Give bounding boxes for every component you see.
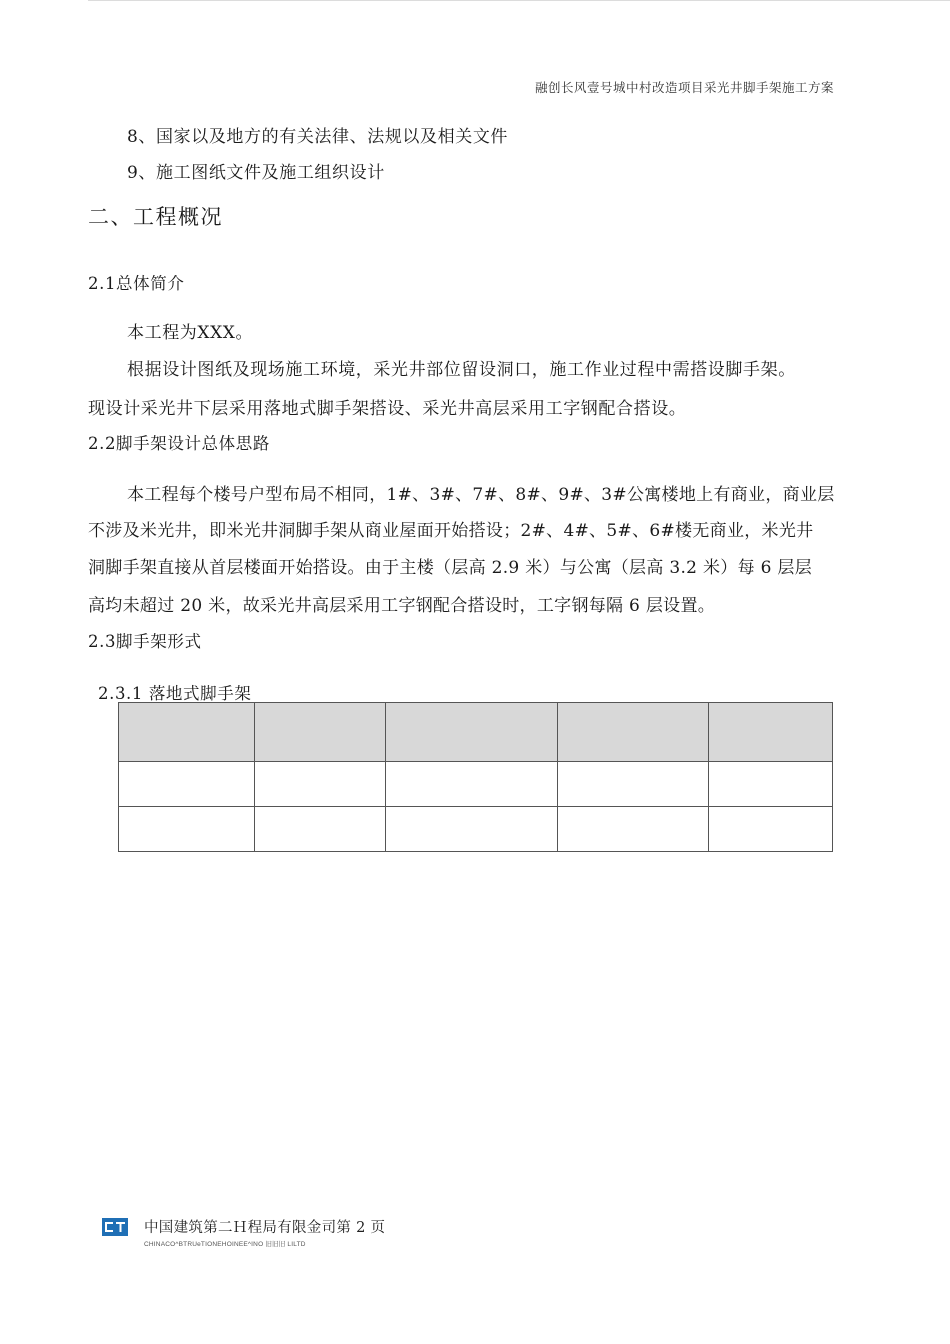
table-cell (558, 762, 709, 807)
footer-page-number: 第 2 页 (336, 1220, 386, 1236)
table-header-cell (255, 703, 386, 762)
scaffold-table (118, 702, 833, 852)
table-header-row (119, 703, 833, 762)
paragraph-design-line-1: 根据设计图纸及现场施工环境，采光井部位留设洞口，施工作业过程中需搭设脚手架。 (127, 360, 796, 380)
list-item-9: 9、施工图纸文件及施工组织设计 (127, 163, 385, 183)
paragraph-design-line-2: 现设计采光井下层采用落地式脚手架搭设、采光井高层采用工字钢配合搭设。 (88, 399, 687, 419)
subsection-heading-2-2: 2.2脚手架设计总体思路 (88, 434, 270, 453)
table-cell (709, 762, 833, 807)
page-footer (102, 1216, 385, 1248)
section-heading-2: 二、工程概况 (88, 205, 223, 229)
table-cell (119, 762, 255, 807)
table-cell (255, 807, 386, 852)
subsection-heading-2-3-1: 2.3.1 落地式脚手架 (98, 684, 252, 703)
table-header-cell (709, 703, 833, 762)
footer-company-line (144, 1216, 385, 1237)
table-row (119, 807, 833, 852)
paragraph-approach-line-1: 本工程每个楼号户型布局不相同，1#、3#、7#、8#、9#、3#公寓楼地上有商业，商业层 (127, 485, 835, 505)
paragraph-project-name: 本工程为XXX。 (127, 323, 254, 343)
cscec-logo-icon (102, 1218, 128, 1236)
footer-company-name: 中国建筑第二Ｈ程局有限金司 (144, 1220, 337, 1236)
list-item-8: 8、国家以及地方的有关法律、法规以及相关文件 (127, 127, 509, 147)
paragraph-approach-line-4: 高均未超过 20 米，故采光井高层采用工字钢配合搭设时，工字钢每隔 6 层设置。 (88, 596, 716, 616)
top-rule (88, 0, 950, 1)
table-cell (386, 807, 558, 852)
table-cell (119, 807, 255, 852)
table-row (119, 762, 833, 807)
page-header-title: 融创长风壹号城中村改造项目采光井脚手架施工方案 (534, 80, 834, 95)
table-header-cell (386, 703, 558, 762)
paragraph-approach-line-2: 不涉及米光井，即米光井洞脚手架从商业屋面开始搭设；2#、4#、5#、6#楼无商业，米光井 (88, 521, 814, 541)
table-header-cell (119, 703, 255, 762)
table-cell (386, 762, 558, 807)
table-header-cell (558, 703, 709, 762)
subsection-heading-2-3: 2.3脚手架形式 (88, 632, 202, 651)
paragraph-approach-line-3: 洞脚手架直接从首层楼面开始搭设。由于主楼（层高 2.9 米）与公寓（层高 3.2 米）每 6 层层 (88, 558, 813, 578)
footer-company-english: CHINACO^BTRUeTIONEHOINEE^INO 旧旧旧 LILTD (144, 1241, 306, 1248)
table-cell (558, 807, 709, 852)
table-cell (255, 762, 386, 807)
table-cell (709, 807, 833, 852)
subsection-heading-2-1: 2.1总体简介 (88, 274, 185, 293)
